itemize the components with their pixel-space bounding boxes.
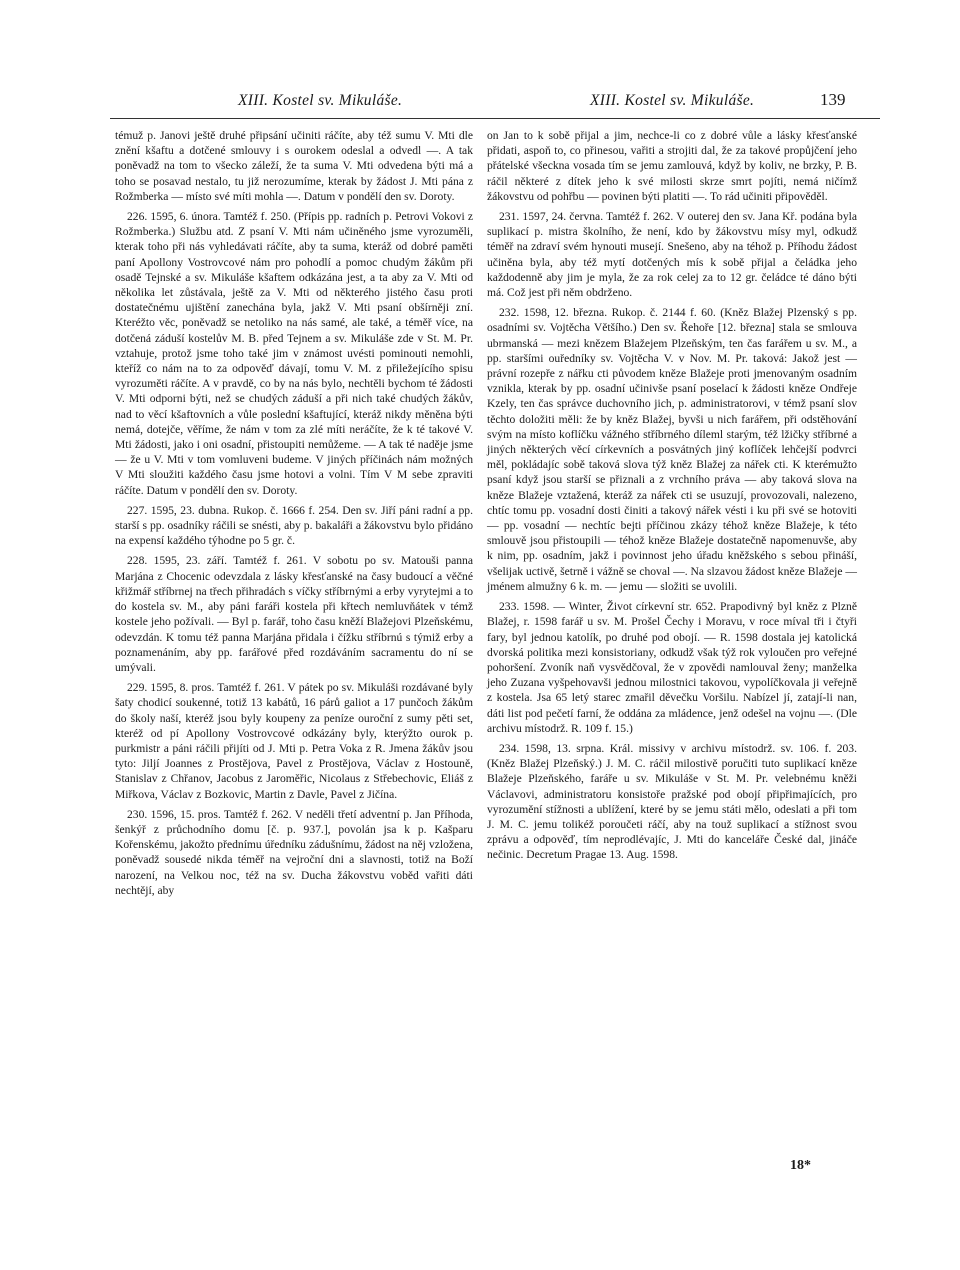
paragraph: 228. 1595, 23. září. Tamtéž f. 261. V sobotu po sv. Matouši panna Marjána z Chocenic odevzdala z lásky křesťanské na časy budoucí a věčné křižmář stříbrnej na třech přihradách s víčky stříbrnými a erby vyrytejmi a to do kostela sv. M., aby páni faráři kostela při křtech nemluvňátek v témž kostele jeho požívali. — Byl p. farář, toho času kněží Blažejovi Plzeňskému, odevzdán. K tomu též panna Marjána přidala i čížku stříbrnú s týmiž erby a poznamenáním, aby pp. farářové před rozdáváním sacramentu do ní se umývali.: [115, 554, 473, 674]
right-column: [487, 128, 857, 863]
paragraph: 234. 1598, 13. srpna. Král. missivy v archivu místodrž. sv. 106. f. 203. (Kněz Blažej Plzeňský.) J. M. C. ráčil milostivě poručiti tuto suplikací kněze Blažeje Plzeňského, faráře u sv. Mikuláše v St. M. Pr. velebnému kněži Václavovi, administratoru konsistoře pražské pod obojí připřimajících, pro vyrozumění stížnosti a ublížení, které by se jemu státi mělo, odeslati a při tom J. M. C. jemu tolikéž poroučeti ráčí, aby na touž suplikací a stížnost svou zprávu a odpověď, tím neprodlévajíc, J. Mti do kanceláře České dal, jináče nečinic. Decretum Pragae 13. Aug. 1598.: [487, 741, 857, 862]
paragraph: 230. 1596, 15. pros. Tamtéž f. 262. V neděli třetí adventní p. Jan Příhoda, šenkýř z průchodního domu [č. p. 937.], povolán jsa k p. Kašparu Kořenskému, jakožto přednímu úředníku zádušnímu, žádost na něj vzložena, poněvadž sousedé nikda téměř na vejroční dni a slavnosti, totiž na Boží narození, na Velkou noc, též na sv. Ducha žákovstvu voběd vařiti dáti nechtějí, aby: [115, 807, 473, 897]
paragraph: témuž p. Janovi ještě druhé připsání učiniti ráčíte, aby též sumu V. Mti dle znění kšaftu a dotčené smlouvy i s ourokem odeslal a odvedl —. A tak poněvadž na tom to všecko záleží, že ta suma V. Mti odvedena býti má a toho se posavad nestalo, tu již nerozumíme, kterak by žádost J. Mti pána z Rožmberka — místo své míti mohla —. Datum v pondělí den sv. Doroty.: [115, 129, 473, 203]
running-title-right: XIII. Kostel sv. Mikuláše.: [590, 92, 755, 109]
paragraph: 231. 1597, 24. června. Tamtéž f. 262. V outerej den sv. Jana Kř. podána byla suplikací p. mistra školního, že není, kdo by žákovstvu mísy myl, odkudž téměř na zdraví svém hynouti musejí. Snešeno, aby na téhož p. Příhodu žádost učiněna byla, aby též mytí dotčených mís k sobě přijal a čeládka jeho každodenně aby jim je myla, že za rok celej za to 12 gr. čeládce té dáno býti má. Což jest při něm obdrženo.: [487, 210, 857, 300]
paragraph: 232. 1598, 12. března. Rukop. č. 2144 f. 60. (Kněz Blažej Plzenský s pp. osadními sv. Vojtěcha Většího.) Den sv. Řehoře [12. března] stala se smlouva ubrmanská — mezi knězem Blažejem Plzeňským, ten čas farářem u sv. M., a pp. staršími ouředníky sv. Vojtěcha V. v Nov. M. Pr. taková: Jakož jest — právní rozepře z nářku cti původem kněze Blažeje proti jmenovaným osadním vznikla, kterak by pp. osadní učinivše psaní poselací k žádosti kněze Ondřeje Kzely, ten čas správce duchovního jich, p. administratorovi, v témž psaní slov těchto doložiti měli: že by kněz Blažej, byvši u nich farářem, při odstěhování svým na místo koflíčku vážného stříbrného díleml starým, též lžičky stříbrné a jiných některých věcí církevních a posvátných jiný koflíček lehčejší podvrci měl, pokládajíc sobě taková slova týž kněz Blažej za nářek cti. K kterémužto psaní když jsou starší se přiznali a z vrchního práva — aby taková slova na kněze Blažeje vztažená, kteráž za nářek cti se usuzují, provozovali, nalezeno, chtíc tomu pp. vosadní dosti činiti a takový nářek vésti i ku při své se hotoviti — pp. vosadní — nechtíc bejti příčinou zkázy téhož kněze Blažeje, k této smlouvě jsou přistoupili — téhož kněze Blažeje dostatečně napomenuvše, aby k nim, pp. osadním, jakž i povinnost jeho úřadu kněžského s sebou přináší, všelijak uctivě, šetrně i vážně se choval —. Na slzavou žádost kněze Blažeje — jménem almužny 6 k. m. — jemu — složiti se uvolili.: [487, 306, 857, 593]
paragraph: 229. 1595, 8. pros. Tamtéž f. 261. V pátek po sv. Mikuláši rozdávané byly šaty chodicí soukenné, totiž 13 kabátů, 16 párů galiot a 17 punčoch žákům do školy naší, kteréž jsou byly koupeny za peníze ouroční z sumy pěti set, kteréž od pí Apollony Vostrovcové odkázány byly, kterýžto ourok p. purkmistr a páni ráčili přijíti od J. Mti p. Petra Voka z R. Jmena žákův jsou tyto: Jiljí Joannes z Prostějova, Pavel z Prostějova, Václav z Hostouně, Stanislav z Chřanov, Jacobus z Jaroměřic, Nicolaus z Střebechovic, Eliáš z Miřkova, Václav z Bozkovic, Martin z Davle, Pavel z Jičína.: [115, 681, 473, 801]
left-column: [115, 128, 473, 898]
paragraph: 226. 1595, 6. února. Tamtéž f. 250. (Přípis pp. radních p. Petrovi Vokovi z Rožmberka.) Službu atd. Z psaní V. Mti nám učiněného jsme vyrozuměli, kterak toho při nás vyhledávati ráčíte, aby ta suma, kteráž od dobré paměti paní Apollony Vostrovcové nám pro pohodlí a pomoc chudým žákům při osadě Tejnské a sv. Mikuláše kšaftem odkázána jest, a ta aby za V. Mti od několika let zůstávala, ještě za V. Mti od některého jistého času proti dostatečnému ujištění zanechána byla, jakž V. Mti psaní obšírněji zní. Kteréžto věc, poněvadž se netoliko na nás samé, ale také, a téměř více, na dotčená záduší kostelův M. B. před Tejnem a sv. Mikuláše zde v St. M. Pr. vztahuje, protož jsme toho také jim v známost uvésti pominouti nemohli, kteříž co nám na to za odpověď dávají, tomu V. M. z přiležejícího spisu vyrozuměti ráčíte. A v pravdě, co by na nás bylo, nechtěli bychom té žádosti V. Mti odporni býti, než se chudých záduší a při nich také chudých žákův, nad to věcí kšaftovních a vůle poslední kšaftující, kteráž nikdy měněna býti nemá, dotejče, věříme, že nám v tom za zlé míti neráčíte, že k té takové V. Mti žádosti, jako i oni osadní, přistoupiti nemůžeme. — A tak té naděje jsme — že u V. Mti v tom vomluveni budeme. V jiných příčinách nám možných V Mti sloužiti každého času jsme hotovi a volni. Tím V M sebe zpraviti ráčíte. Datum v pondělí den sv. Doroty.: [115, 210, 473, 497]
header-rule: [110, 118, 880, 119]
running-title-left: XIII. Kostel sv. Mikuláše.: [238, 92, 403, 109]
paragraph: 227. 1595, 23. dubna. Rukop. č. 1666 f. 254. Den sv. Jiří páni radní a pp. starší s pp. osadníky ráčili se snésti, aby p. bakaláři a žákovstvu bylo přidáno na expensí každého týhodne po 5 gr. č.: [115, 503, 473, 548]
running-header: [0, 92, 960, 116]
page-number: 139: [820, 90, 846, 109]
paragraph: 233. 1598. — Winter, Život církevní str. 652. Prapodivný byl kněz z Plzně Blažej, r. 1598 farář u sv. M. Prošel Čechy i Moravu, v roce míval tři i čtyři fary, byl jednou katolík, po druhé pod obojí. — R. 1598 dostala jej katolická dvorská politika mezi konsistoriany, odkudž však týž rok vyloučen pro veřejné pohoršení. Zvoník naň vysvědčoval, že v zpovědi namlouval ženy; manželka jeho Zuzana vyšpehovavši jednou milostnici takovou, vypolíčkovala ji veřejně z kostela. Jsa 65 letý starec zmařil děvečku Voršilu. Nabízel jí, zatají-li nan, dáti list pod pečetí farní, že oddána za mládence, jenž odešel na vojnu —. (Dle archivu místodrž. R. 109 f. 15.): [487, 600, 857, 735]
signature-mark: 18*: [790, 1158, 811, 1173]
paragraph: on Jan to k sobě přijal a jim, nechce-li co z dobré vůle a lásky křesťanské přidati, aspoň to, co přinesou, vařiti a strojiti dal, že za takové propůjčení jeho přátelské všeckna vosada tím se jemu zamlouvá, když by koliv, ne brzky, P. B. ráčil některé z dítek jeho k své milosti skrze smrt pojíti, nemá ničímž žákovstvu od pohřbu — povinen býti platiti —. To rád učiniti připověděl.: [487, 129, 857, 203]
